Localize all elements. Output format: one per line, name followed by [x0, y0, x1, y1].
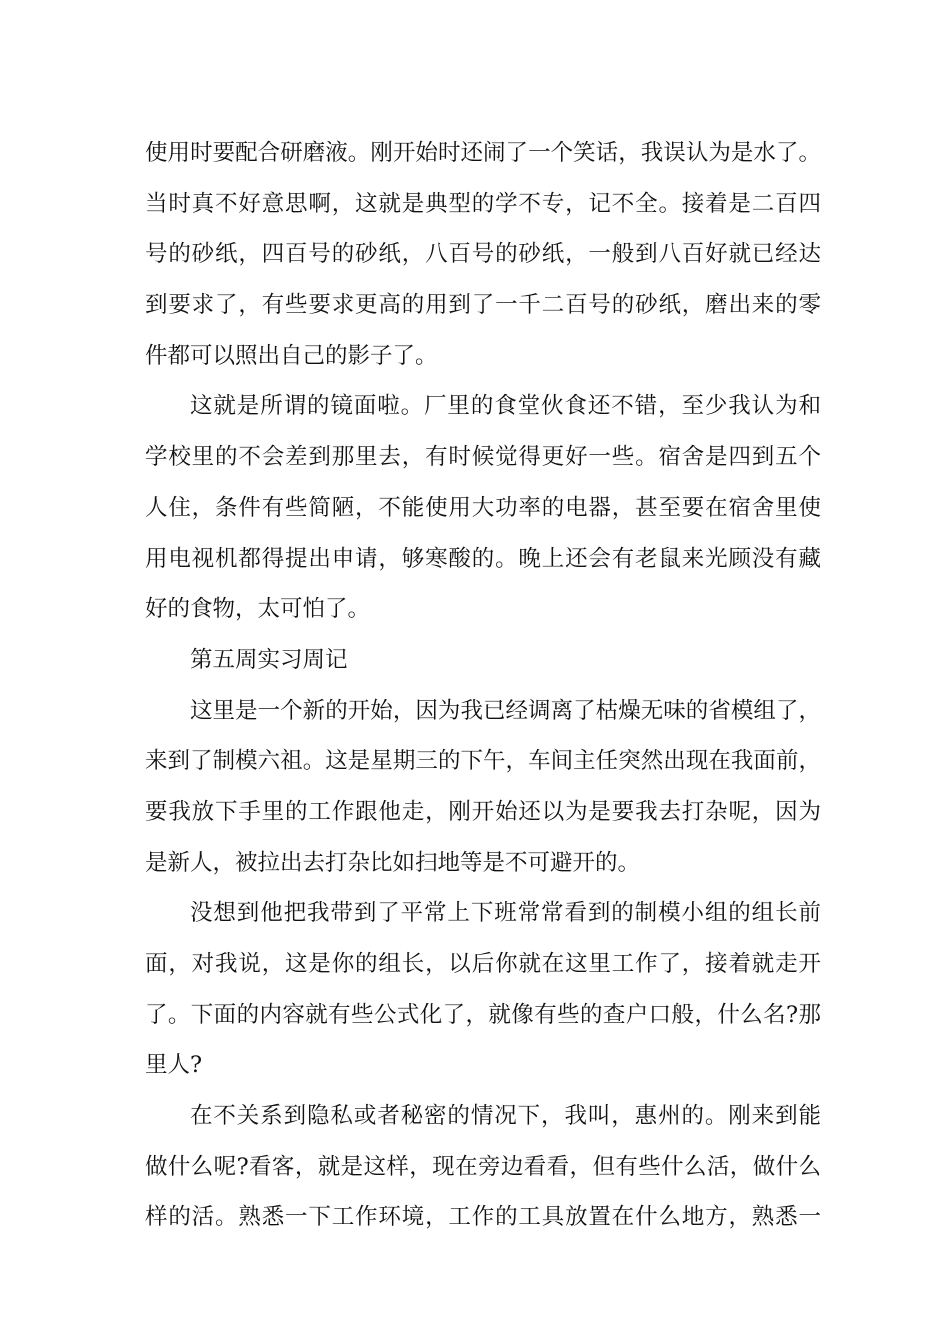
text-line: 没想到他把我带到了平常上下班常常看到的制模小组的组长前 [190, 900, 821, 927]
text-line: 样的活。熟悉一下工作环境，工作的工具放置在什么地方，熟悉一 [145, 1204, 821, 1231]
text-line: 学校里的不会差到那里去，有时候觉得更好一些。宿舍是四到五个 [145, 444, 821, 471]
text-line: 在不关系到隐私或者秘密的情况下，我叫，惠州的。刚来到能 [190, 1103, 821, 1130]
text-line: 件都可以照出自己的影子了。 [145, 342, 438, 369]
document-body [145, 128, 821, 1243]
text-line: 这就是所谓的镜面啦。厂里的食堂伙食还不错，至少我认为和 [190, 393, 821, 420]
text-line: 了。下面的内容就有些公式化了，就像有些的查户口般，什么名?那 [145, 1001, 821, 1028]
text-line: 当时真不好意思啊，这就是典型的学不专，记不全。接着是二百四 [145, 190, 821, 217]
text-line: 用电视机都得提出申请，够寒酸的。晚上还会有老鼠来光顾没有藏 [145, 545, 821, 572]
text-line: 做什么呢?看客，就是这样，现在旁边看看，但有些什么活，做什么 [145, 1153, 821, 1180]
text-line: 号的砂纸，四百号的砂纸，八百号的砂纸，一般到八百好就已经达 [145, 241, 821, 268]
text-line: 人住，条件有些简陋，不能使用大功率的电器，甚至要在宿舍里使 [145, 494, 821, 521]
text-line: 到要求了，有些要求更高的用到了一千二百号的砂纸，磨出来的零 [145, 292, 821, 319]
text-line: 使用时要配合研磨液。刚开始时还闹了一个笑话，我误认为是水了。 [145, 140, 821, 166]
text-line: 第五周实习周记 [190, 646, 348, 673]
text-line: 这里是一个新的开始，因为我已经调离了枯燥无味的省模组了， [190, 697, 821, 724]
text-line: 里人? [145, 1052, 203, 1079]
text-line: 要我放下手里的工作跟他走，刚开始还以为是要我去打杂呢，因为 [145, 798, 821, 825]
text-line: 好的食物，太可怕了。 [145, 596, 371, 623]
text-line: 来到了制模六祖。这是星期三的下午，车间主任突然出现在我面前， [145, 748, 821, 775]
text-line: 是新人，被拉出去打杂比如扫地等是不可避开的。 [145, 849, 641, 876]
text-line: 面，对我说，这是你的组长，以后你就在这里工作了，接着就走开 [145, 951, 821, 977]
